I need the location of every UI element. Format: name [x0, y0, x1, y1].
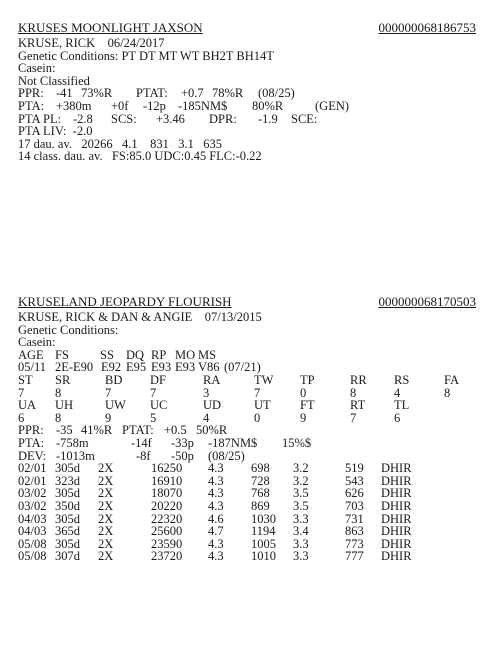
cell: RT — [350, 398, 366, 413]
record-cell: 1194 — [251, 524, 276, 539]
record-cell: 543 — [345, 473, 364, 488]
record-cell: 728 — [251, 473, 270, 488]
record-cell: 23590 — [151, 536, 183, 551]
cell: 9 — [300, 410, 307, 425]
record-cell: 16250 — [151, 461, 183, 476]
record-cell: 2X — [98, 498, 114, 513]
record-cell: 2X — [98, 511, 114, 526]
daughter-average: 17 dau. av. 20266 4.1 831 3.1 635 — [18, 136, 223, 151]
dev-protein: -50p — [171, 448, 194, 463]
cell: FA — [444, 372, 460, 387]
cell: TW — [254, 372, 274, 387]
ppr-date: (08/25) — [258, 86, 295, 101]
col-header: DQ — [126, 347, 145, 362]
cell: ST — [18, 372, 33, 387]
trait-header-1 — [18, 374, 476, 387]
record-cell: 626 — [345, 486, 364, 501]
dev-date: (08/25) — [208, 448, 245, 463]
record-cell: 777 — [345, 549, 364, 564]
record-cell: 04/03 — [18, 511, 47, 526]
pta-label: PTA: — [18, 435, 45, 450]
animal-entry-1 — [18, 22, 476, 163]
sce-label: SCE: — [291, 111, 318, 126]
record-cell: DHIR — [381, 511, 412, 526]
ppr-reliability: 41%R — [81, 423, 113, 438]
record-cell: 4.3 — [208, 498, 224, 513]
cell: TP — [300, 372, 315, 387]
cell: UW — [105, 398, 126, 413]
entry-header — [18, 22, 476, 37]
record-cell: 2X — [98, 473, 114, 488]
record-cell: 3.3 — [293, 536, 309, 551]
animal-name: KRUSES MOONLIGHT JAXSON — [18, 20, 203, 35]
pta-source: (GEN) — [315, 98, 350, 113]
dpr-label: DPR: — [209, 111, 237, 126]
record-cell: 3.3 — [293, 511, 309, 526]
animal-name: KRUSELAND JEOPARDY FLOURISH — [18, 294, 232, 309]
cell: 7 — [254, 385, 261, 400]
record-cell: 4.7 — [208, 524, 224, 539]
scs-label: SCS: — [111, 111, 137, 126]
pta-liv-line: PTA LIV: -2.0 — [18, 124, 93, 139]
record-cell: 350d — [55, 498, 80, 513]
record-cell: 23720 — [151, 549, 183, 564]
record-cell: 4.3 — [208, 536, 224, 551]
genetic-conditions: Genetic Conditions: — [18, 322, 119, 337]
record-cell: 305d — [55, 511, 80, 526]
cell: UA — [18, 398, 37, 413]
record-cell: DHIR — [381, 498, 412, 513]
dev-label: DEV: — [18, 448, 47, 463]
record-row — [18, 550, 476, 563]
col-header: FS — [55, 347, 69, 362]
cell: RA — [203, 372, 221, 387]
cell: 05/11 — [18, 360, 47, 375]
record-cell: 3.4 — [293, 524, 309, 539]
record-row — [18, 525, 476, 538]
record-cell: 307d — [55, 549, 80, 564]
cell: 3 — [203, 385, 210, 400]
pta-fat: -14f — [131, 435, 152, 450]
record-cell: 768 — [251, 486, 270, 501]
record-cell: 04/03 — [18, 524, 47, 539]
record-cell: DHIR — [381, 473, 412, 488]
pta-reliability: 80%R — [252, 98, 284, 113]
dev-milk: -1013m — [56, 448, 95, 463]
record-cell: 869 — [251, 498, 270, 513]
cell: UD — [203, 398, 222, 413]
registration-number: 000000068170503 — [378, 294, 476, 309]
record-cell: DHIR — [381, 536, 412, 551]
ptat-label: PTAT: — [122, 423, 154, 438]
cell: 8 — [444, 385, 451, 400]
cell: UT — [254, 398, 271, 413]
cell: 8 — [55, 385, 62, 400]
ppr-value: -35 — [56, 423, 73, 438]
cell: FT — [300, 398, 315, 413]
cell: 4 — [394, 385, 401, 400]
record-cell: 4.3 — [208, 486, 224, 501]
pta-pl-value: -2.8 — [73, 111, 93, 126]
pta-nm: -185NM$ — [178, 98, 228, 113]
pta-protein: -12p — [143, 98, 166, 113]
record-cell: 20220 — [151, 498, 183, 513]
col-header: MO — [175, 347, 196, 362]
record-cell: 16910 — [151, 473, 183, 488]
record-cell: 05/08 — [18, 549, 47, 564]
cell: UC — [150, 398, 168, 413]
ppr-value: -41 — [56, 86, 73, 101]
record-cell: 03/02 — [18, 486, 47, 501]
record-cell: 773 — [345, 536, 364, 551]
record-cell: 4.6 — [208, 511, 224, 526]
record-cell: 3.5 — [293, 486, 309, 501]
record-row — [18, 500, 476, 513]
cell: 2E-E90 — [55, 360, 94, 375]
record-cell: 2X — [98, 486, 114, 501]
cell: 7 — [150, 385, 157, 400]
breeder-line: KRUSE, RICK 06/24/2017 — [18, 36, 165, 50]
cell: 7 — [105, 385, 112, 400]
cell: 5 — [150, 410, 157, 425]
record-cell: 3.3 — [293, 549, 309, 564]
record-cell: 519 — [345, 461, 364, 476]
pta-milk: -758m — [56, 435, 89, 450]
record-cell: DHIR — [381, 524, 412, 539]
cell: 7 — [350, 410, 357, 425]
record-cell: 03/02 — [18, 498, 47, 513]
record-cell: 2X — [98, 524, 114, 539]
pta-nm: -187NM$ — [208, 435, 258, 450]
record-cell: 3.2 — [293, 473, 309, 488]
col-header: AGE — [18, 347, 44, 362]
cell: E93 — [175, 360, 196, 375]
pta-line — [18, 437, 476, 450]
record-cell: 2X — [98, 536, 114, 551]
pta-protein: -33p — [171, 435, 194, 450]
cell: 0 — [300, 385, 307, 400]
entry-header — [18, 296, 476, 311]
genetic-conditions: Genetic Conditions: PT DT MT WT BH2T BH14T — [18, 48, 274, 63]
cell: 8 — [55, 410, 62, 425]
record-cell: 18070 — [151, 486, 183, 501]
record-cell: 05/08 — [18, 536, 47, 551]
cell: 8 — [350, 385, 357, 400]
cell: 4 — [203, 410, 210, 425]
ptat-label: PTAT: — [136, 86, 168, 101]
record-cell: 4.3 — [208, 549, 224, 564]
registration-number: 000000068186753 — [378, 20, 476, 35]
record-cell: 863 — [345, 524, 364, 539]
cell: UH — [55, 398, 74, 413]
ppr-reliability: 73%R — [81, 86, 113, 101]
cell: 9 — [105, 410, 112, 425]
cell: SR — [55, 372, 71, 387]
lactation-records — [18, 462, 476, 563]
casein: Casein: — [18, 61, 56, 76]
animal-entry-2 — [18, 296, 476, 563]
pta-pl-label: PTA PL: — [18, 111, 62, 126]
classification: Not Classified — [18, 73, 90, 88]
scs-value: +3.46 — [156, 111, 185, 126]
cell: DF — [150, 372, 166, 387]
classified-daughter-average: 14 class. dau. av. FS:85.0 UDC:0.45 FLC:-0.22 — [18, 149, 262, 164]
cell: E92 — [101, 360, 122, 375]
cell: V86 — [198, 360, 220, 375]
cell: 7 — [18, 385, 25, 400]
record-cell: 4.3 — [208, 461, 224, 476]
record-cell: 1010 — [251, 549, 276, 564]
record-cell: 25600 — [151, 524, 183, 539]
pta-milk: +380m — [56, 98, 92, 113]
dev-fat: -8f — [136, 448, 151, 463]
record-cell: 305d — [55, 461, 80, 476]
casein: Casein: — [18, 335, 56, 350]
pta-label: PTA: — [18, 98, 45, 113]
record-cell: 1030 — [251, 511, 276, 526]
cell: 0 — [254, 410, 261, 425]
pta-reliability: 15%$ — [282, 435, 312, 450]
cell: 6 — [18, 410, 25, 425]
record-cell: DHIR — [381, 549, 412, 564]
record-cell: 365d — [55, 524, 80, 539]
record-cell: 3.2 — [293, 461, 309, 476]
cell: (07/21) — [224, 360, 261, 375]
col-header: MS — [198, 347, 217, 362]
ptat-value: +0.7 — [181, 86, 204, 101]
breeder-line: KRUSE, RICK & DAN & ANGIE 07/13/2015 — [18, 310, 262, 324]
record-cell: DHIR — [381, 461, 412, 476]
record-cell: 4.3 — [208, 473, 224, 488]
trait-header-2 — [18, 399, 476, 412]
record-cell: 703 — [345, 498, 364, 513]
cell: RS — [394, 372, 410, 387]
ppr-label: PPR: — [18, 423, 44, 438]
pta-line — [18, 100, 476, 113]
dpr-value: -1.9 — [258, 111, 278, 126]
cell: E93 — [151, 360, 172, 375]
ptat-reliability: 78%R — [212, 86, 244, 101]
record-cell: 305d — [55, 536, 80, 551]
record-cell: 2X — [98, 549, 114, 564]
record-cell: 02/01 — [18, 461, 47, 476]
ptat-value: +0.5 — [164, 423, 187, 438]
pta-fat: +0f — [111, 98, 129, 113]
record-cell: 02/01 — [18, 473, 47, 488]
record-cell: 22320 — [151, 511, 183, 526]
record-row — [18, 462, 476, 475]
record-cell: 731 — [345, 511, 364, 526]
record-cell: 1005 — [251, 536, 276, 551]
cell: RR — [350, 372, 367, 387]
record-cell: 2X — [98, 461, 114, 476]
cell: TL — [394, 398, 410, 413]
cell: E95 — [126, 360, 147, 375]
ppr-label: PPR: — [18, 86, 44, 101]
cell: BD — [105, 372, 123, 387]
record-cell: 305d — [55, 486, 80, 501]
col-header: SS — [100, 347, 114, 362]
cell: 6 — [394, 410, 401, 425]
col-header: RP — [151, 347, 167, 362]
record-cell: DHIR — [381, 486, 412, 501]
record-cell: 323d — [55, 473, 80, 488]
record-cell: 698 — [251, 461, 270, 476]
ptat-reliability: 50%R — [196, 423, 228, 438]
record-cell: 3.5 — [293, 498, 309, 513]
